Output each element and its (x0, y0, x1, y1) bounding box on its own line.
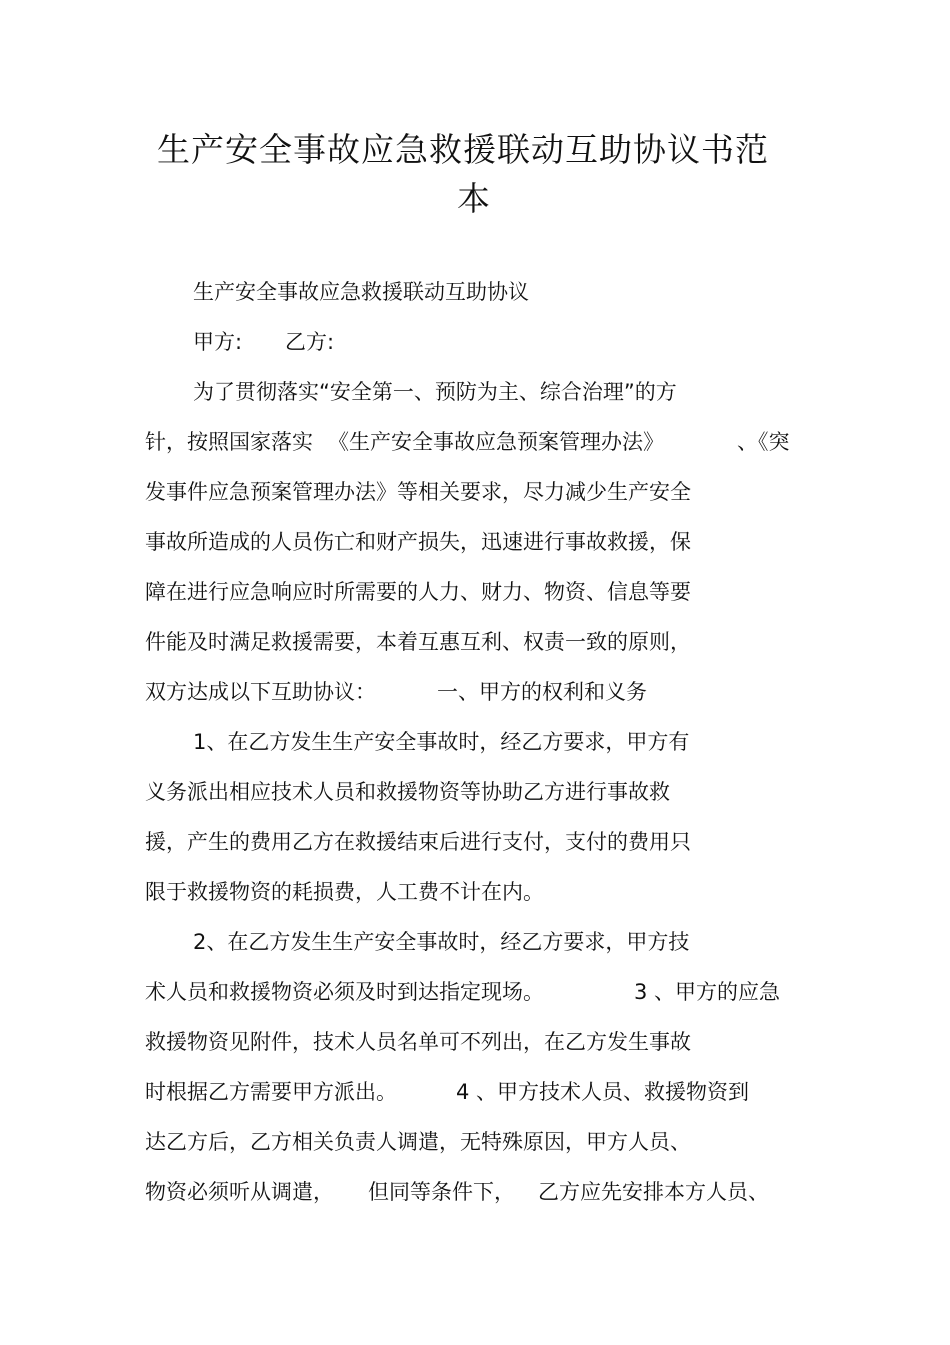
body-line: 件能及时满足救援需要，本着互惠互利、权责一致的原则， (145, 630, 691, 654)
body-line: 达乙方后，乙方相关负责人调遣，无特殊原因，甲方人员、 (145, 1130, 691, 1154)
body-line: 4 、甲方技术人员、救援物资到 (456, 1080, 750, 1104)
body-line: 障在进行应急响应时所需要的人力、财力、物资、信息等要 (145, 580, 691, 604)
body-line: 发事件应急预案管理办法》等相关要求，尽力减少生产安全 (145, 480, 691, 504)
body-line: 《生产安全事故应急预案管理办法》 (328, 430, 664, 454)
body-line: 为了贯彻落实“安全第一、预防为主、综合治理”的方 (193, 380, 677, 404)
body-line: 救援物资见附件，技术人员名单可不列出，在乙方发生事故 (145, 1030, 691, 1054)
document-title-line2: 本 (457, 179, 491, 218)
body-line: 、《突 (737, 430, 790, 454)
body-line: 3 、甲方的应急 (634, 980, 781, 1004)
body-line: 限于救援物资的耗损费，人工费不计在内。 (145, 880, 544, 904)
body-line: 但同等条件下， (368, 1180, 515, 1204)
body-line: 物资必须听从调遣， (145, 1180, 334, 1204)
body-line: 援，产生的费用乙方在救援结束后进行支付，支付的费用只 (145, 830, 691, 854)
body-line: 1、在乙方发生生产安全事故时，经乙方要求，甲方有 (193, 730, 690, 754)
body-line: 2、在乙方发生生产安全事故时，经乙方要求，甲方技 (193, 930, 690, 954)
document-title-line1: 生产安全事故应急救援联动互助协议书范 (157, 130, 769, 169)
body-line: 术人员和救援物资必须及时到达指定现场。 (145, 980, 544, 1004)
body-line: 义务派出相应技术人员和救援物资等协助乙方进行事故救 (145, 780, 670, 804)
body-line: 乙方应先安排本方人员、 (538, 1180, 769, 1204)
body-line: 时根据乙方需要甲方派出。 (145, 1080, 397, 1104)
body-line: 事故所造成的人员伤亡和财产损失，迅速进行事故救援，保 (145, 530, 691, 554)
body-line: 双方达成以下互助协议： (145, 680, 376, 704)
party-b-label: 乙方: (285, 330, 335, 354)
section-heading: 一、甲方的权利和义务 (437, 680, 647, 704)
party-a-label: 甲方: (193, 330, 243, 354)
body-line: 针，按照国家落实 (145, 430, 313, 454)
agreement-subtitle: 生产安全事故应急救援联动互助协议 (193, 280, 529, 304)
